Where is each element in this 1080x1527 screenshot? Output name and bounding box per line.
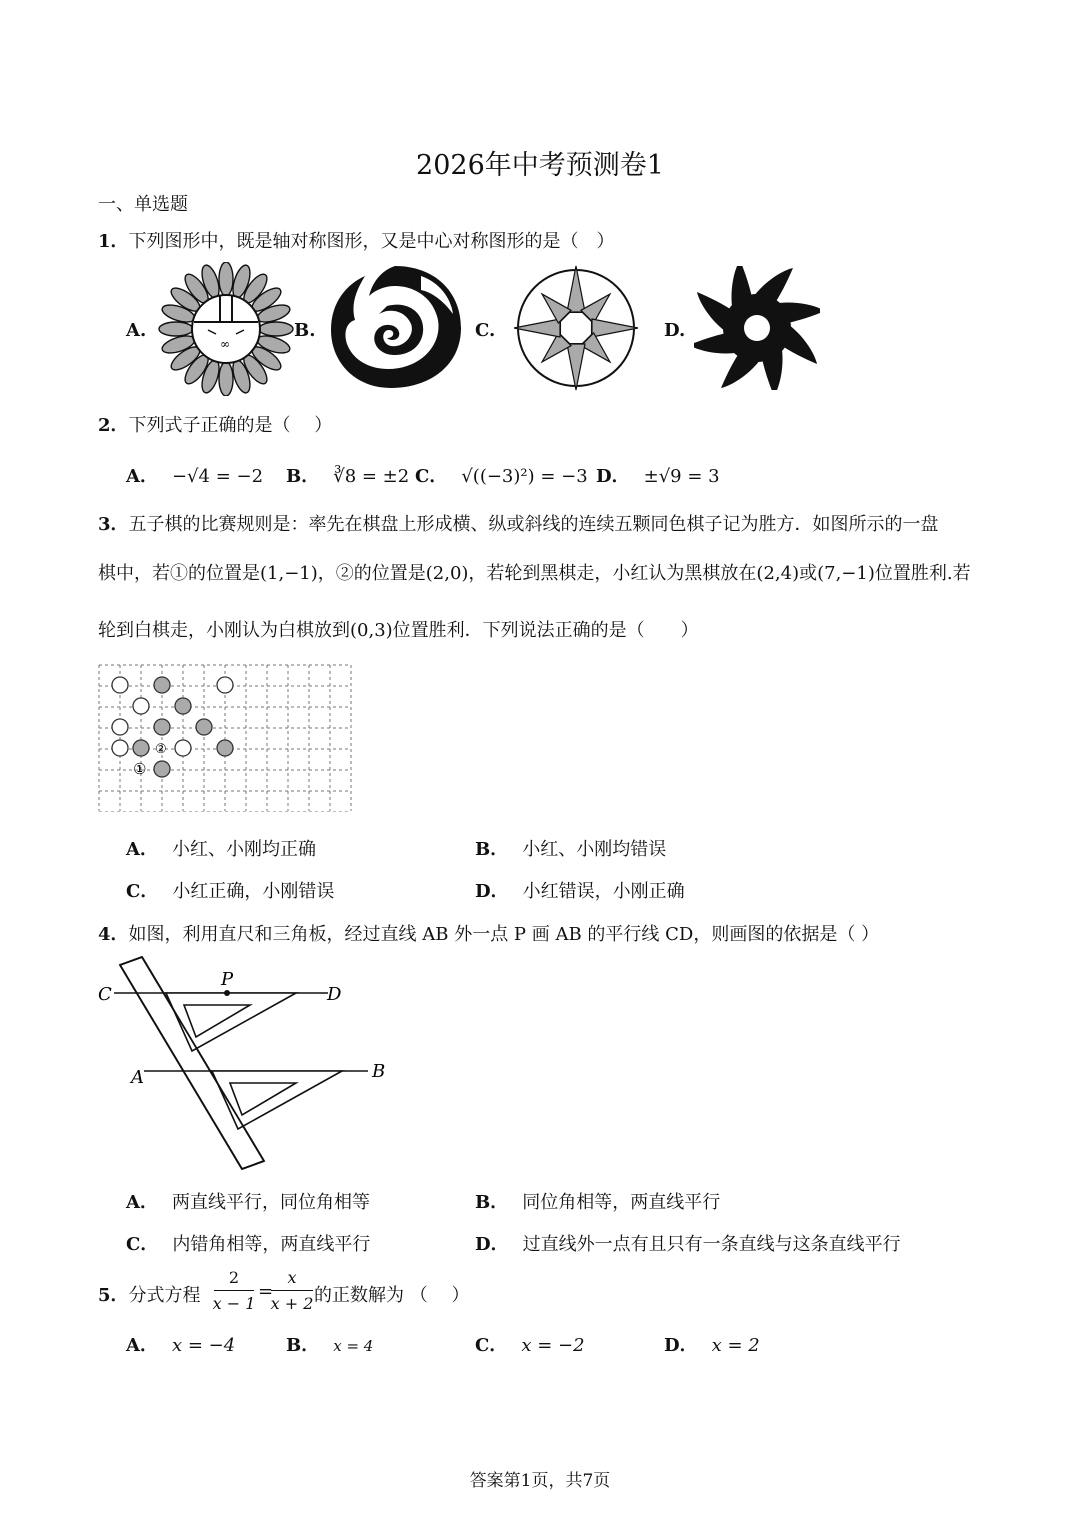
option-letter: A．: [126, 1192, 158, 1213]
star-point: [592, 319, 638, 337]
label-c: C: [98, 984, 112, 1005]
option-letter: B．: [475, 1192, 509, 1213]
option-letter: D．: [596, 466, 630, 487]
pinwheel-figure: [694, 266, 820, 390]
question-1: [98, 227, 615, 253]
pinwheel-blade: [697, 292, 735, 334]
question-stem-suffix: 的正数解为 （ ）: [314, 1285, 470, 1306]
white-stone: [217, 677, 233, 693]
q1-label-d: D.: [664, 320, 686, 341]
petal: [219, 362, 233, 396]
option-expression: ±√9 = 3: [643, 466, 720, 487]
page-footer: 答案第1页，共7页: [469, 1471, 611, 1491]
black-stone: [133, 740, 149, 756]
q1-label-a: A.: [126, 320, 147, 341]
fraction-2-bar: [271, 1290, 313, 1291]
question-number: 2．: [98, 415, 129, 436]
q1-label-b: B.: [294, 320, 316, 341]
option-letter: B．: [286, 1335, 320, 1356]
q4-option-d[interactable]: [475, 1230, 901, 1256]
question-stem: 下列图形中，既是轴对称图形，又是中心对称图形的是（ ）: [128, 231, 615, 252]
q5-option-d[interactable]: [664, 1331, 760, 1357]
option-text: 两直线平行，同位角相等: [171, 1192, 370, 1213]
black-stone: [175, 698, 191, 714]
question-stem-line-1: 五子棋的比赛规则是：率先在棋盘上形成横、纵或斜线的连续五颗同色棋子记为胜方．如图所示的一盘: [128, 514, 939, 535]
q5-option-a[interactable]: [126, 1331, 235, 1357]
q5-option-b[interactable]: [286, 1331, 373, 1357]
option-letter: C．: [126, 881, 159, 902]
option-text: 过直线外一点有且只有一条直线与这条直线平行: [522, 1234, 901, 1255]
label-d: D: [327, 984, 342, 1005]
question-stem-line-2: 棋中，若①的位置是(1,−1)，②的位置是(2,0)，若轮到黑棋走，小红认为黑棋放在(2,4)或(7,−1)位置胜利.若: [98, 563, 971, 584]
q4-option-a[interactable]: [126, 1188, 370, 1214]
q3-option-c[interactable]: [126, 877, 334, 903]
option-letter: D．: [664, 1335, 698, 1356]
star-point: [567, 266, 585, 312]
fraction-2-denominator: x + 2: [270, 1294, 314, 1313]
option-expression: −√4 = −2: [171, 466, 264, 487]
question-stem-line-3: 轮到白棋走，小刚认为白棋放到(0,3)位置胜利．下列说法正确的是（ ）: [98, 620, 699, 641]
fraction-2-numerator: x: [287, 1268, 297, 1287]
option-text: 小红、小刚均错误: [522, 839, 667, 860]
fraction-1-denominator: x − 1: [212, 1294, 256, 1313]
page-title: 2026年中考预测卷1: [416, 150, 664, 181]
question-number: 5．: [98, 1285, 129, 1306]
option-text: 内错角相等，两直线平行: [172, 1234, 371, 1255]
black-stone: [154, 761, 170, 777]
equals-sign: =: [258, 1281, 274, 1302]
option-text: 小红、小刚均正确: [171, 839, 316, 860]
label-b: B: [372, 1061, 386, 1082]
question-number: 3．: [98, 514, 129, 535]
option-expression: x = 4: [333, 1337, 374, 1355]
fraction-1-numerator: 2: [228, 1268, 240, 1287]
option-text: 小红正确，小刚错误: [172, 881, 335, 902]
pinwheel-blade: [779, 322, 817, 364]
option-letter: A．: [126, 466, 158, 487]
rose-swirl-figure: [325, 262, 465, 392]
question-stem: 如图，利用直尺和三角板，经过直线 AB 外一点 P 画 AB 的平行线 CD，则画图的依据是（ ）: [128, 924, 880, 945]
petal: [259, 322, 293, 336]
q2-option-a[interactable]: [126, 462, 263, 488]
gomoku-board: [98, 664, 352, 812]
option-expression: x = −4: [171, 1335, 236, 1356]
q4-option-c[interactable]: [126, 1230, 370, 1256]
petal: [159, 322, 193, 336]
label-a: A: [131, 1067, 144, 1088]
star-point: [514, 319, 560, 337]
q4-option-b[interactable]: [475, 1188, 720, 1214]
q2-option-d[interactable]: [596, 462, 720, 488]
white-stone: [112, 677, 128, 693]
question-number: 1．: [98, 231, 129, 252]
white-stone: [175, 740, 191, 756]
question-3: [98, 510, 939, 536]
white-stone: [112, 719, 128, 735]
white-stone: [133, 698, 149, 714]
stone-label-two: ②: [155, 742, 167, 757]
option-expression: √((−3)²) = −3: [461, 466, 588, 487]
q1-label-c: C.: [475, 320, 496, 341]
fraction-1-bar: [214, 1290, 254, 1291]
option-letter: C．: [475, 1335, 508, 1356]
star-point: [567, 344, 585, 390]
option-letter: B．: [286, 466, 320, 487]
eight-point-star-figure: [510, 262, 642, 394]
question-5: [98, 1281, 201, 1307]
black-stone: [196, 719, 212, 735]
stone-label-one: ①: [133, 760, 147, 778]
section-heading: 一、单选题: [98, 194, 188, 215]
option-expression: x = 2: [711, 1335, 760, 1356]
q2-option-b[interactable]: [286, 462, 409, 488]
black-stone: [217, 740, 233, 756]
question-2: [98, 411, 332, 437]
q3-option-a[interactable]: [126, 835, 316, 861]
svg-text:∞: ∞: [220, 337, 230, 351]
q3-option-b[interactable]: [475, 835, 666, 861]
option-letter: A．: [126, 839, 158, 860]
sunflower-face-figure: [156, 262, 296, 396]
petal: [219, 262, 233, 296]
option-letter: A．: [126, 1335, 158, 1356]
option-letter: C．: [415, 466, 448, 487]
q5-option-c[interactable]: [475, 1331, 585, 1357]
ruler-triangle-figure: [96, 955, 396, 1173]
option-letter: D．: [475, 1234, 509, 1255]
question-4: [98, 920, 879, 946]
question-stem-prefix: 分式方程: [128, 1285, 201, 1306]
option-letter: B．: [475, 839, 509, 860]
pinwheel-blade: [751, 268, 793, 306]
label-p: P: [221, 969, 234, 990]
option-letter: C．: [126, 1234, 159, 1255]
pinwheel-blade: [721, 350, 763, 388]
question-number: 4．: [98, 924, 129, 945]
q2-option-c[interactable]: [415, 462, 588, 488]
black-stone: [154, 719, 170, 735]
white-stone: [112, 740, 128, 756]
option-letter: D．: [475, 881, 509, 902]
q3-option-d[interactable]: [475, 877, 685, 903]
black-stone: [154, 677, 170, 693]
option-expression: ∛8 = ±2: [333, 466, 410, 487]
option-text: 同位角相等，两直线平行: [522, 1192, 721, 1213]
question-stem: 下列式子正确的是（ ）: [128, 415, 333, 436]
option-text: 小红错误，小刚正确: [522, 881, 685, 902]
option-expression: x = −2: [521, 1335, 585, 1356]
